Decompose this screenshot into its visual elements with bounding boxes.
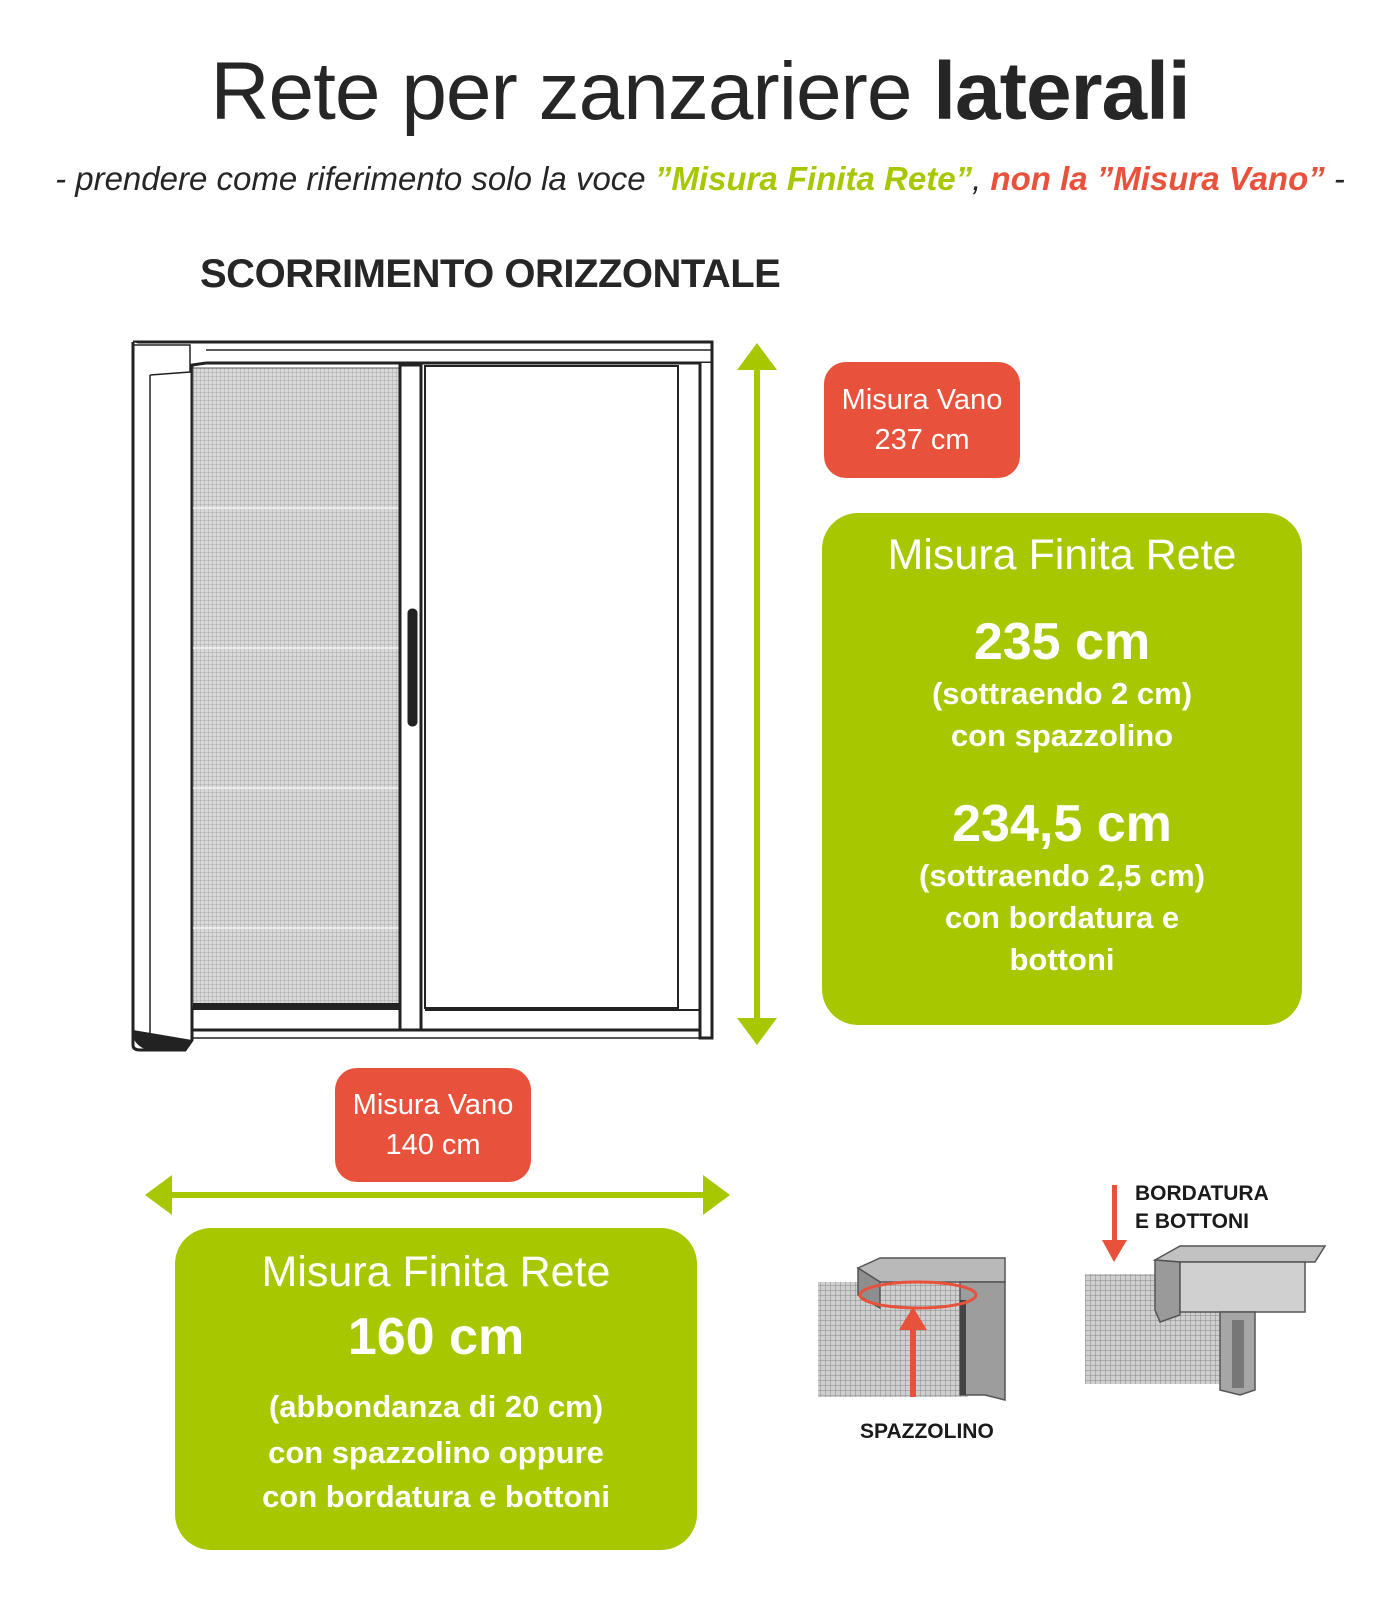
width-vano-label: Misura Vano bbox=[352, 1089, 514, 1121]
title-bold: laterali bbox=[933, 46, 1190, 137]
height-option2-note: (sottraendo 2,5 cm) bbox=[919, 858, 1205, 893]
bordatura-label bbox=[1135, 1180, 1269, 1236]
height-option1-note: (sottraendo 2 cm) bbox=[931, 676, 1193, 711]
subtitle-green: ”Misura Finita Rete” bbox=[654, 160, 973, 197]
subtitle-red: non la ”Misura Vano” bbox=[990, 160, 1325, 197]
width-note: (abbondanza di 20 cm) bbox=[268, 1389, 604, 1424]
bordatura-label-line2: E BOTTONI bbox=[1135, 1210, 1249, 1233]
spazzolino-detail-illustration bbox=[818, 1258, 1005, 1400]
section-heading: SCORRIMENTO ORIZZONTALE bbox=[200, 252, 781, 296]
door-opening bbox=[425, 366, 700, 1010]
subtitle-suffix: - bbox=[1324, 160, 1345, 197]
height-option2-detail-line2: bottoni bbox=[1009, 942, 1115, 977]
height-option2-value: 234,5 cm bbox=[952, 795, 1172, 853]
height-vano-value: 237 cm bbox=[874, 424, 970, 456]
width-detail-line1: con spazzolino oppure bbox=[268, 1435, 604, 1470]
height-vano-label: Misura Vano bbox=[841, 384, 1003, 416]
spazzolino-label: SPAZZOLINO bbox=[860, 1420, 994, 1443]
width-finita-title: Misura Finita Rete bbox=[261, 1248, 611, 1296]
mesh-panel bbox=[193, 368, 399, 1006]
sliding-bar bbox=[400, 365, 421, 1030]
height-option1-value: 235 cm bbox=[973, 613, 1151, 671]
height-vano-badge bbox=[824, 362, 1020, 478]
height-finita-title: Misura Finita Rete bbox=[887, 531, 1237, 579]
height-finita-box bbox=[822, 513, 1302, 1025]
bordatura-label-line1: BORDATURA bbox=[1135, 1182, 1269, 1205]
width-value: 160 cm bbox=[347, 1308, 525, 1366]
subtitle-prefix: - prendere come riferimento solo la voce bbox=[55, 160, 655, 197]
width-vano-badge bbox=[335, 1068, 531, 1182]
height-arrow bbox=[737, 343, 777, 1045]
height-option1-detail: con spazzolino bbox=[950, 718, 1174, 753]
width-finita-box bbox=[175, 1228, 697, 1550]
subtitle-comma: , bbox=[972, 160, 991, 197]
width-vano-value: 140 cm bbox=[385, 1129, 481, 1161]
title-regular: Rete per zanzariere bbox=[210, 46, 934, 137]
height-option2-detail-line1: con bordatura e bbox=[944, 900, 1180, 935]
mesh-bottom-bar bbox=[193, 1003, 399, 1010]
width-detail-line2: con bordatura e bottoni bbox=[262, 1479, 610, 1514]
